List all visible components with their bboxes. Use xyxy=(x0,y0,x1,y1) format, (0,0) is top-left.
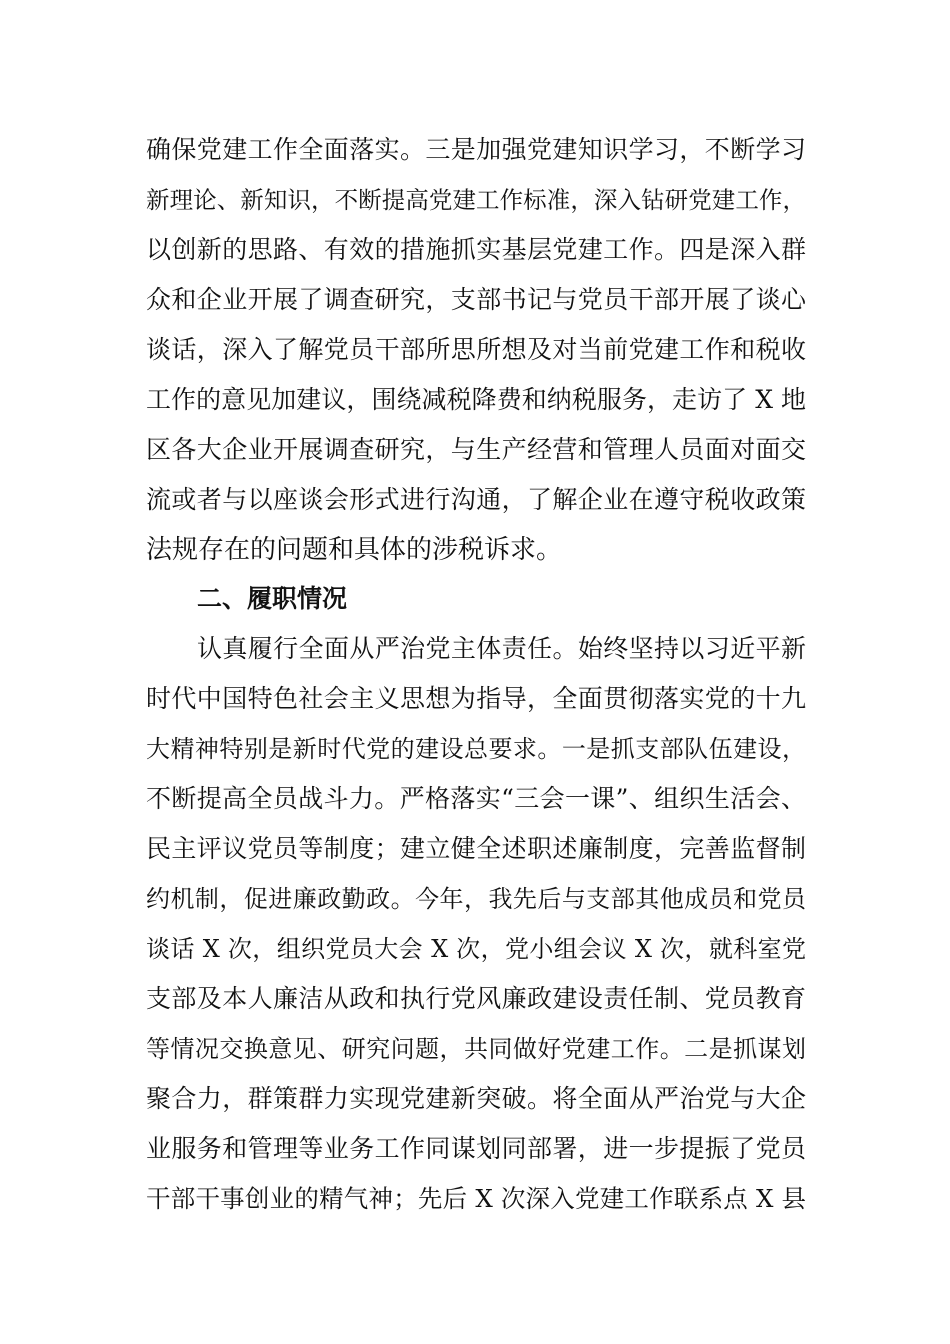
paragraph-line: 时代中国特色社会主义思想为指导，全面贯彻落实党的十九 xyxy=(146,684,806,713)
paragraph-line: 聚合力，群策群力实现党建新突破。将全面从严治党与大企 xyxy=(146,1084,806,1113)
paragraph-line: 干部干事创业的精气神；先后 X 次深入党建工作联系点 X 县 xyxy=(146,1184,806,1213)
paragraph-line: 区各大企业开展调查研究，与生产经营和管理人员面对面交 xyxy=(146,435,806,464)
paragraph-line: 谈话 X 次，组织党员大会 X 次，党小组会议 X 次，就科室党 xyxy=(146,935,806,963)
paragraph-line: 大精神特别是新时代党的建设总要求。一是抓支部队伍建设， xyxy=(146,735,806,763)
paragraph-line: 民主评议党员等制度；建立健全述职述廉制度，完善监督制 xyxy=(146,834,806,863)
paragraph-line: 不断提高全员战斗力。严格落实“三会一课”、组织生活会、 xyxy=(146,784,806,813)
section-heading: 二、履职情况 xyxy=(197,584,348,613)
paragraph-line: 等情况交换意见、研究问题，共同做好党建工作。二是抓谋划 xyxy=(146,1035,806,1063)
paragraph-line: 工作的意见加建议，围绕减税降费和纳税服务，走访了 X 地 xyxy=(146,385,806,414)
paragraph-line: 以创新的思路、有效的措施抓实基层党建工作。四是深入群 xyxy=(146,235,806,264)
paragraph-line: 流或者与以座谈会形式进行沟通，了解企业在遵守税收政策 xyxy=(146,485,806,514)
paragraph-line: 众和企业开展了调查研究，支部书记与党员干部开展了谈心 xyxy=(146,285,806,314)
paragraph-line: 业服务和管理等业务工作同谋划同部署，进一步提振了党员 xyxy=(146,1134,806,1163)
paragraph-line: 约机制，促进廉政勤政。今年，我先后与支部其他成员和党员 xyxy=(146,885,806,913)
paragraph-line: 支部及本人廉洁从政和执行党风廉政建设责任制、党员教育 xyxy=(146,984,806,1013)
paragraph-line: 新理论、新知识，不断提高党建工作标准，深入钻研党建工作， xyxy=(146,186,806,214)
paragraph-line: 确保党建工作全面落实。三是加强党建知识学习，不断学习 xyxy=(146,135,806,164)
paragraph-line: 认真履行全面从严治党主体责任。始终坚持以习近平新 xyxy=(197,634,806,663)
paragraph-line: 谈话，深入了解党员干部所思所想及对当前党建工作和税收 xyxy=(146,335,806,364)
paragraph-line: 法规存在的问题和具体的涉税诉求。 xyxy=(146,535,563,565)
